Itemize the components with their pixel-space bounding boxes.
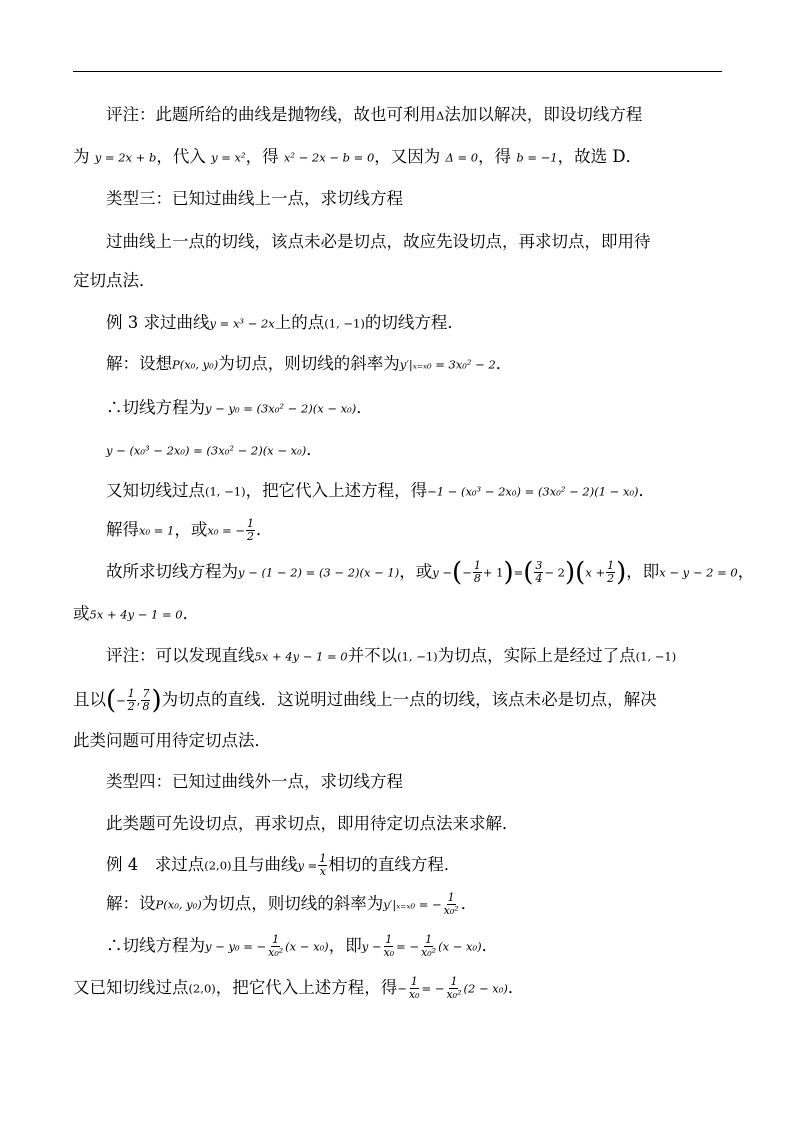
- fraction: [534, 560, 543, 585]
- text: ，把它代入上述方程，得: [245, 481, 428, 500]
- solution-line: [106, 892, 477, 917]
- numerator: 1: [385, 933, 393, 946]
- fraction: [141, 688, 150, 713]
- math: (1, −1): [635, 649, 677, 664]
- denominator: x₀: [383, 946, 395, 959]
- denominator: x₀²: [421, 946, 437, 959]
- text: ，又因为: [374, 147, 441, 166]
- text: ，得: [245, 147, 279, 166]
- text: 为切点，则切线的斜率为: [201, 894, 384, 913]
- fraction: [445, 976, 462, 1001]
- denominator: x₀: [408, 988, 420, 1001]
- remark-2-line-1: [106, 645, 676, 668]
- text: ．: [306, 440, 323, 459]
- paren-close: ): [151, 685, 162, 716]
- math: y − (1 − 2) = (3 − 2)(x − 1): [238, 565, 400, 580]
- math: (x − x₀): [285, 939, 329, 954]
- math: x − y − 2 = 0: [659, 565, 738, 580]
- fraction: [382, 934, 395, 959]
- numerator: 1: [473, 559, 481, 572]
- numerator: 1: [127, 687, 135, 700]
- math: x₀ = −: [207, 523, 246, 538]
- denominator: x₀²: [446, 988, 462, 1001]
- numerator: 1: [319, 852, 327, 865]
- math: −1 − (x₀³ − 2x₀) = (3x₀² − 2)(1 − x₀): [427, 484, 639, 499]
- denominator: 2: [607, 572, 615, 585]
- section-heading-type-3: 类型三：已知过曲线上一点，求切线方程: [106, 189, 403, 208]
- math: − 2: [544, 565, 565, 580]
- math: 5x + 4y − 1 = 0: [89, 607, 183, 622]
- numerator: 7: [142, 687, 150, 700]
- math: (1, −1): [324, 316, 365, 331]
- solution-line: [106, 353, 512, 376]
- paren-close: ): [565, 557, 576, 588]
- text: ．: [481, 936, 499, 955]
- text: ∴切线方程为: [106, 398, 205, 417]
- paragraph-line: 过曲线上一点的切线，该点未必是切点，故应先设切点，再求切点，即用待: [106, 232, 651, 251]
- math: = −: [396, 939, 420, 954]
- text: 例 4 求过点: [106, 855, 205, 874]
- math: y −: [432, 565, 453, 580]
- denominator: x: [319, 865, 326, 878]
- header-rule: [73, 71, 722, 72]
- math: ,: [136, 693, 141, 708]
- text: 为切点，则切线的斜率为: [218, 354, 400, 373]
- text: 或: [73, 604, 90, 623]
- text: 并不以: [347, 646, 398, 665]
- denominator: 2: [127, 700, 135, 713]
- solution-line: [106, 397, 373, 420]
- paragraph-line: 此类题可先设切点，再求切点，即用待定切点法来求解．: [106, 814, 519, 833]
- math: P(x₀, y₀): [172, 357, 219, 372]
- math: x² − 2x − b = 0: [283, 150, 375, 165]
- math: y − y₀ = −: [205, 939, 267, 954]
- fraction: [127, 688, 136, 713]
- text: 相切的直线方程．: [328, 855, 461, 874]
- paren-close: ): [616, 557, 627, 588]
- text: ，把它代入上述方程，得: [215, 978, 398, 997]
- text: ．: [507, 978, 525, 997]
- denominator: 8: [473, 572, 481, 585]
- math: (2,0): [204, 858, 232, 873]
- math: Δ: [436, 108, 445, 123]
- text: 上的点: [274, 313, 325, 332]
- text: ，或: [399, 562, 433, 581]
- math: (1, −1): [205, 484, 246, 499]
- paren-open: (: [452, 557, 463, 588]
- text: ．: [256, 520, 273, 539]
- fraction: [408, 976, 421, 1001]
- math: x +: [585, 565, 606, 580]
- text: ，: [737, 562, 755, 581]
- numerator: 1: [425, 933, 433, 946]
- paragraph-line: 定切点法．: [73, 271, 156, 290]
- remark-2-line-2: [73, 685, 657, 716]
- paren-open: (: [575, 557, 586, 588]
- numerator: 3: [535, 559, 543, 572]
- denominator: 2: [247, 530, 255, 543]
- text: 法加以解决，即设切线方程: [444, 105, 643, 124]
- text: 评注：此题所给的曲线是抛物线，故也可利用: [106, 105, 436, 124]
- text: ，即: [626, 562, 660, 581]
- solution-line: [106, 518, 273, 543]
- text: 且以: [73, 690, 106, 709]
- denominator: x₀²: [443, 904, 459, 917]
- text: 例 3 求过曲线: [106, 313, 210, 332]
- math: =: [513, 565, 524, 580]
- text: ．: [638, 481, 656, 500]
- numerator: 1: [272, 933, 280, 946]
- math: y = x³ − 2x: [209, 316, 275, 331]
- text: ．: [182, 604, 200, 623]
- text: 解：设想: [106, 354, 172, 373]
- text: ，得: [478, 147, 512, 166]
- text: ，故选 D．: [557, 147, 643, 166]
- solution-line: [73, 603, 199, 626]
- fraction: [246, 518, 255, 543]
- fraction: [318, 853, 327, 878]
- denominator: 4: [535, 572, 543, 585]
- math: (2 − x₀): [463, 981, 508, 996]
- math: y −: [361, 939, 382, 954]
- math: (2,0): [188, 981, 216, 996]
- paren-open: (: [523, 557, 534, 588]
- remark-1-line-1: [106, 104, 642, 127]
- text: ，即: [328, 936, 362, 955]
- paren-close: ): [503, 557, 514, 588]
- numerator: 1: [447, 891, 455, 904]
- text: 的切线方程．: [364, 313, 464, 332]
- math: = −: [421, 981, 445, 996]
- math: x₀ = 1: [139, 523, 175, 538]
- fraction: [606, 560, 615, 585]
- math: y′|ₓ₌ₓ₀ = 3x₀² − 2: [399, 357, 496, 372]
- paren-open: (: [106, 685, 117, 716]
- text: 且与曲线: [231, 855, 298, 874]
- solution-line: [106, 480, 655, 503]
- math: 5x + 4y − 1 = 0: [254, 649, 348, 664]
- math: y =: [297, 858, 318, 873]
- text: ∴切线方程为: [106, 936, 205, 955]
- numerator: 1: [410, 975, 418, 988]
- text: 又已知切线过点: [73, 978, 189, 997]
- solution-line: [106, 934, 498, 959]
- math: y = 2x + b: [94, 150, 157, 165]
- text: 解得: [106, 520, 139, 539]
- fraction: [420, 934, 437, 959]
- math: + 1: [482, 565, 504, 580]
- math: b = −1: [516, 150, 558, 165]
- section-heading-type-4: 类型四：已知过曲线外一点，求切线方程: [106, 772, 403, 791]
- text: ，代入: [156, 147, 206, 166]
- text: ，或: [174, 520, 208, 539]
- text: 为: [73, 147, 90, 166]
- denominator: 8: [142, 700, 150, 713]
- solution-line: [106, 557, 755, 588]
- text: ．: [495, 354, 513, 373]
- numerator: 1: [247, 517, 255, 530]
- text: 为切点的直线．这说明过曲线上一点的切线，该点未必是切点，解决: [161, 690, 657, 709]
- example-3-statement: [106, 312, 464, 335]
- math: y − (x₀³ − 2x₀) = (3x₀² − 2)(x − x₀): [106, 443, 307, 458]
- solution-line: [73, 976, 524, 1001]
- math: y − y₀ = (3x₀² − 2)(x − x₀): [205, 401, 357, 416]
- denominator: x₀²: [268, 946, 284, 959]
- math: P(x₀, y₀): [155, 897, 202, 912]
- fraction: [473, 560, 482, 585]
- math: (1, −1): [397, 649, 438, 664]
- math: −: [462, 565, 472, 580]
- fraction: [267, 934, 284, 959]
- text: 评注：可以发现直线: [106, 646, 255, 665]
- text: 解：设: [106, 894, 156, 913]
- math: −: [397, 981, 407, 996]
- numerator: 1: [450, 975, 458, 988]
- fraction: [443, 892, 460, 917]
- remark-2-line-3: 此类问题可用待定切点法．: [73, 731, 271, 750]
- text: 故所求切线方程为: [106, 562, 238, 581]
- text: 又知切线过点: [106, 481, 205, 500]
- math: Δ = 0: [445, 150, 479, 165]
- solution-line: [106, 439, 323, 462]
- math: (x − x₀): [438, 939, 482, 954]
- math: −: [116, 693, 126, 708]
- numerator: 1: [607, 559, 615, 572]
- math: y′|ₓ₌ₓ₀ = −: [383, 897, 442, 912]
- math: y = x²: [211, 150, 246, 165]
- text: 为切点，实际上是经过了点: [437, 646, 636, 665]
- remark-1-line-2: [73, 146, 642, 169]
- text: ．: [356, 398, 373, 417]
- text: ．: [460, 894, 478, 913]
- example-4-statement: [106, 853, 460, 878]
